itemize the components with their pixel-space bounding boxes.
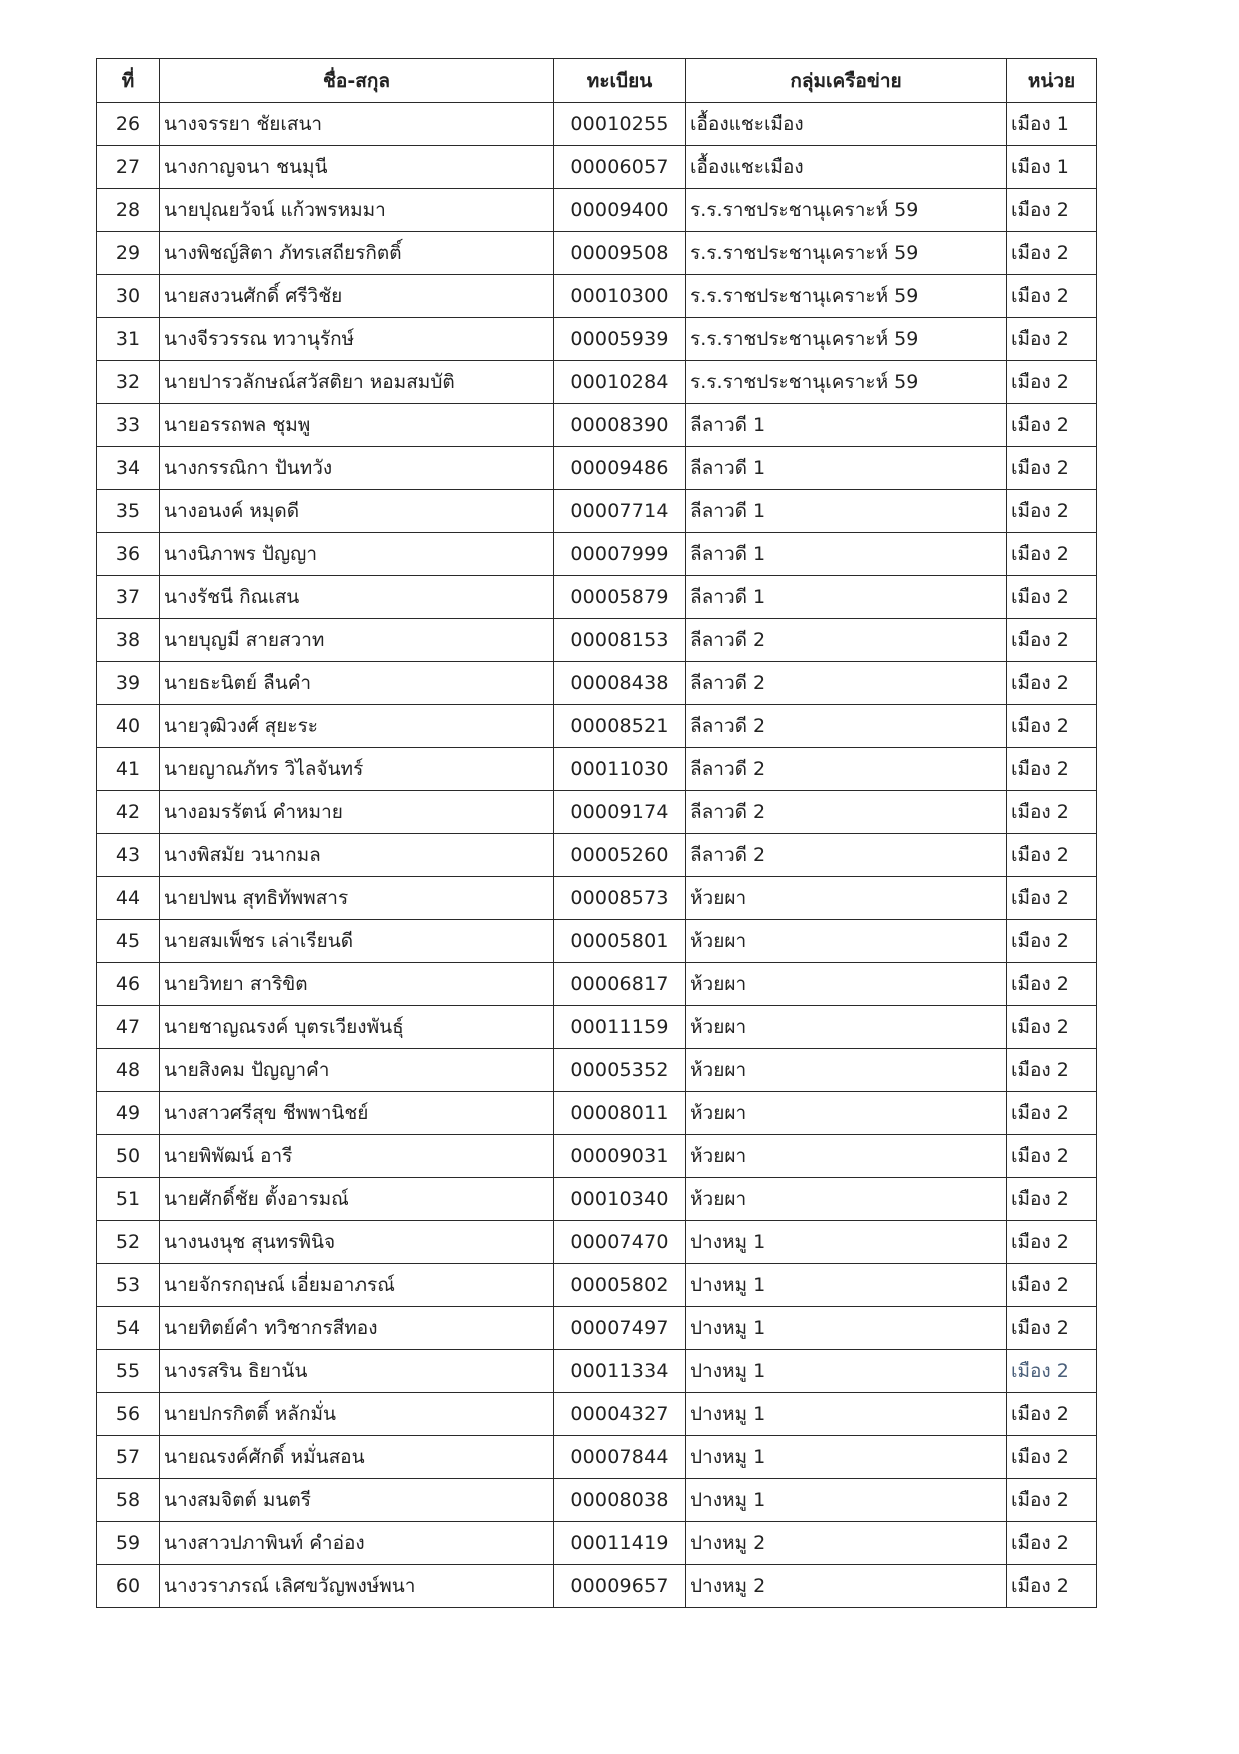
row-number-cell: 50 (97, 1135, 160, 1178)
row-number-cell: 45 (97, 920, 160, 963)
table-row (97, 619, 1097, 662)
registration-cell: 00009400 (554, 189, 686, 232)
unit-cell: เมือง 2 (1007, 576, 1097, 619)
row-number-cell: 29 (97, 232, 160, 275)
table-row (97, 1092, 1097, 1135)
unit-cell: เมือง 2 (1007, 834, 1097, 877)
registration-cell: 00009174 (554, 791, 686, 834)
network-group-cell: ห้วยผา (686, 1006, 1007, 1049)
name-cell: นายสิงคม ปัญญาคำ (160, 1049, 554, 1092)
network-group-cell: ลีลาวดี 2 (686, 791, 1007, 834)
table-row (97, 662, 1097, 705)
name-cell: นายพิพัฒน์ อารี (160, 1135, 554, 1178)
registration-cell: 00011159 (554, 1006, 686, 1049)
header-registration: ทะเบียน (554, 59, 686, 103)
table-header (97, 59, 1097, 103)
header-row (97, 59, 1097, 103)
registration-cell: 00005802 (554, 1264, 686, 1307)
network-group-cell: ลีลาวดี 1 (686, 447, 1007, 490)
unit-cell: เมือง 2 (1007, 791, 1097, 834)
name-cell: นางนงนุช สุนทรพินิจ (160, 1221, 554, 1264)
row-number-cell: 36 (97, 533, 160, 576)
name-cell: นางอนงค์ หมุดดี (160, 490, 554, 533)
row-number-cell: 49 (97, 1092, 160, 1135)
network-group-cell: ห้วยผา (686, 1092, 1007, 1135)
registration-cell: 00010255 (554, 103, 686, 146)
row-number-cell: 26 (97, 103, 160, 146)
network-group-cell: ปางหมู 1 (686, 1264, 1007, 1307)
table-row (97, 146, 1097, 189)
unit-cell: เมือง 2 (1007, 318, 1097, 361)
network-group-cell: ปางหมู 1 (686, 1479, 1007, 1522)
name-cell: นางจรรยา ชัยเสนา (160, 103, 554, 146)
row-number-cell: 28 (97, 189, 160, 232)
name-cell: นายปารวลักษณ์สวัสติยา หอมสมบัติ (160, 361, 554, 404)
network-group-cell: ลีลาวดี 1 (686, 576, 1007, 619)
row-number-cell: 42 (97, 791, 160, 834)
unit-cell: เมือง 2 (1007, 232, 1097, 275)
row-number-cell: 48 (97, 1049, 160, 1092)
registration-cell: 00007999 (554, 533, 686, 576)
row-number-cell: 46 (97, 963, 160, 1006)
unit-cell: เมือง 2 (1007, 361, 1097, 404)
row-number-cell: 38 (97, 619, 160, 662)
unit-cell: เมือง 2 (1007, 1307, 1097, 1350)
row-number-cell: 27 (97, 146, 160, 189)
table-row (97, 748, 1097, 791)
unit-cell: เมือง 2 (1007, 1221, 1097, 1264)
registration-cell: 00007844 (554, 1436, 686, 1479)
network-group-cell: ลีลาวดี 1 (686, 404, 1007, 447)
name-cell: นางนิภาพร ปัญญา (160, 533, 554, 576)
table-row (97, 533, 1097, 576)
name-cell: นางรสริน ธิยานัน (160, 1350, 554, 1393)
table-row (97, 318, 1097, 361)
registration-cell: 00009486 (554, 447, 686, 490)
table-row (97, 447, 1097, 490)
unit-cell: เมือง 1 (1007, 103, 1097, 146)
registration-cell: 00008573 (554, 877, 686, 920)
network-group-cell: ปางหมู 1 (686, 1221, 1007, 1264)
name-cell: นายอรรถพล ชุมพู (160, 404, 554, 447)
name-cell: นายณรงค์ศักดิ์ หมั่นสอน (160, 1436, 554, 1479)
unit-cell: เมือง 2 (1007, 447, 1097, 490)
name-cell: นางสมจิตต์ มนตรี (160, 1479, 554, 1522)
registration-cell: 00011030 (554, 748, 686, 791)
table-row (97, 232, 1097, 275)
row-number-cell: 30 (97, 275, 160, 318)
unit-cell: เมือง 2 (1007, 1092, 1097, 1135)
unit-cell: เมือง 2 (1007, 189, 1097, 232)
unit-cell: เมือง 2 (1007, 1264, 1097, 1307)
name-cell: นายสงวนศักดิ์ ศรีวิชัย (160, 275, 554, 318)
row-number-cell: 55 (97, 1350, 160, 1393)
registration-cell: 00004327 (554, 1393, 686, 1436)
unit-cell: เมือง 2 (1007, 1350, 1097, 1393)
registration-cell: 00008390 (554, 404, 686, 447)
registration-cell: 00009508 (554, 232, 686, 275)
table-row (97, 275, 1097, 318)
network-group-cell: ปางหมู 1 (686, 1350, 1007, 1393)
unit-cell: เมือง 2 (1007, 1135, 1097, 1178)
unit-cell: เมือง 2 (1007, 490, 1097, 533)
table-row (97, 361, 1097, 404)
table-row (97, 920, 1097, 963)
name-cell: นายวิทยา สาริขิต (160, 963, 554, 1006)
registration-cell: 00005879 (554, 576, 686, 619)
unit-cell: เมือง 2 (1007, 533, 1097, 576)
name-cell: นายปุณยวัจน์ แก้วพรหมมา (160, 189, 554, 232)
network-group-cell: ลีลาวดี 2 (686, 834, 1007, 877)
name-cell: นางอมรรัตน์ คำหมาย (160, 791, 554, 834)
name-cell: นายสมเพ็ชร เล่าเรียนดี (160, 920, 554, 963)
network-group-cell: ลีลาวดี 2 (686, 619, 1007, 662)
unit-cell: เมือง 2 (1007, 619, 1097, 662)
registration-cell: 00005260 (554, 834, 686, 877)
name-cell: นายชาญณรงค์ บุตรเวียงพันธุ์ (160, 1006, 554, 1049)
table-row (97, 1307, 1097, 1350)
header-unit: หน่วย (1007, 59, 1097, 103)
registration-cell: 00010300 (554, 275, 686, 318)
network-group-cell: ร.ร.ราชประชานุเคราะห์ 59 (686, 189, 1007, 232)
row-number-cell: 35 (97, 490, 160, 533)
network-group-cell: ลีลาวดี 2 (686, 705, 1007, 748)
table-row (97, 1178, 1097, 1221)
network-group-cell: ห้วยผา (686, 920, 1007, 963)
roster-sheet (96, 58, 1096, 1608)
registration-cell: 00006057 (554, 146, 686, 189)
unit-cell: เมือง 2 (1007, 1178, 1097, 1221)
name-cell: นางรัชนี กิณเสน (160, 576, 554, 619)
table-row (97, 877, 1097, 920)
header-network-group: กลุ่มเครือข่าย (686, 59, 1007, 103)
name-cell: นายปกรกิตติ์ หลักมั่น (160, 1393, 554, 1436)
header-no: ที่ (97, 59, 160, 103)
network-group-cell: ลีลาวดี 2 (686, 662, 1007, 705)
name-cell: นางพิชญ์สิตา ภัทรเสถียรกิตติ์ (160, 232, 554, 275)
table-row (97, 1436, 1097, 1479)
row-number-cell: 31 (97, 318, 160, 361)
network-group-cell: ร.ร.ราชประชานุเคราะห์ 59 (686, 275, 1007, 318)
name-cell: นายทิตย์คำ ทวิชากรสีทอง (160, 1307, 554, 1350)
registration-cell: 00007470 (554, 1221, 686, 1264)
row-number-cell: 59 (97, 1522, 160, 1565)
table-row (97, 1393, 1097, 1436)
network-group-cell: ร.ร.ราชประชานุเคราะห์ 59 (686, 361, 1007, 404)
unit-cell: เมือง 2 (1007, 1393, 1097, 1436)
network-group-cell: ร.ร.ราชประชานุเคราะห์ 59 (686, 318, 1007, 361)
network-group-cell: ห้วยผา (686, 877, 1007, 920)
registration-cell: 00008521 (554, 705, 686, 748)
registration-cell: 00008153 (554, 619, 686, 662)
registration-cell: 00009657 (554, 1565, 686, 1608)
row-number-cell: 43 (97, 834, 160, 877)
unit-cell: เมือง 2 (1007, 1436, 1097, 1479)
network-group-cell: ปางหมู 2 (686, 1565, 1007, 1608)
table-row (97, 1049, 1097, 1092)
row-number-cell: 53 (97, 1264, 160, 1307)
network-group-cell: ห้วยผา (686, 1178, 1007, 1221)
unit-cell: เมือง 2 (1007, 1565, 1097, 1608)
table-body (97, 103, 1097, 1608)
table-row (97, 705, 1097, 748)
row-number-cell: 41 (97, 748, 160, 791)
network-group-cell: เอื้องแชะเมือง (686, 103, 1007, 146)
registration-cell: 00010340 (554, 1178, 686, 1221)
name-cell: นางพิสมัย วนากมล (160, 834, 554, 877)
table-row (97, 1006, 1097, 1049)
table-row (97, 189, 1097, 232)
registration-cell: 00008011 (554, 1092, 686, 1135)
registration-cell: 00005352 (554, 1049, 686, 1092)
network-group-cell: เอื้องแชะเมือง (686, 146, 1007, 189)
table-row (97, 1350, 1097, 1393)
name-cell: นายญาณภัทร วิไลจันทร์ (160, 748, 554, 791)
table-row (97, 791, 1097, 834)
table-row (97, 404, 1097, 447)
name-cell: นางกรรณิกา ปันทวัง (160, 447, 554, 490)
table-row (97, 1264, 1097, 1307)
network-group-cell: ห้วยผา (686, 1135, 1007, 1178)
table-row (97, 963, 1097, 1006)
row-number-cell: 51 (97, 1178, 160, 1221)
row-number-cell: 47 (97, 1006, 160, 1049)
row-number-cell: 40 (97, 705, 160, 748)
row-number-cell: 54 (97, 1307, 160, 1350)
name-cell: นายบุญมี สายสวาท (160, 619, 554, 662)
registration-cell: 00010284 (554, 361, 686, 404)
name-cell: นายธะนิตย์ ลืนคำ (160, 662, 554, 705)
unit-cell: เมือง 2 (1007, 705, 1097, 748)
unit-cell: เมือง 2 (1007, 963, 1097, 1006)
row-number-cell: 32 (97, 361, 160, 404)
registration-cell: 00009031 (554, 1135, 686, 1178)
row-number-cell: 34 (97, 447, 160, 490)
table-row (97, 1135, 1097, 1178)
registration-cell: 00008038 (554, 1479, 686, 1522)
table-row (97, 1479, 1097, 1522)
row-number-cell: 60 (97, 1565, 160, 1608)
row-number-cell: 56 (97, 1393, 160, 1436)
unit-cell: เมือง 2 (1007, 662, 1097, 705)
unit-cell: เมือง 2 (1007, 1479, 1097, 1522)
registration-cell: 00007714 (554, 490, 686, 533)
network-group-cell: ห้วยผา (686, 963, 1007, 1006)
name-cell: นางจีรวรรณ ทวานุรักษ์ (160, 318, 554, 361)
network-group-cell: ปางหมู 2 (686, 1522, 1007, 1565)
table-row (97, 1522, 1097, 1565)
table-row (97, 490, 1097, 533)
unit-cell: เมือง 2 (1007, 748, 1097, 791)
network-group-cell: ปางหมู 1 (686, 1307, 1007, 1350)
table-row (97, 1221, 1097, 1264)
name-cell: นายวุฒิวงศ์ สุยะระ (160, 705, 554, 748)
unit-cell: เมือง 2 (1007, 1006, 1097, 1049)
registration-cell: 00011419 (554, 1522, 686, 1565)
row-number-cell: 58 (97, 1479, 160, 1522)
unit-cell: เมือง 2 (1007, 920, 1097, 963)
network-group-cell: ร.ร.ราชประชานุเคราะห์ 59 (686, 232, 1007, 275)
unit-cell: เมือง 1 (1007, 146, 1097, 189)
table-row (97, 1565, 1097, 1608)
network-group-cell: ลีลาวดี 1 (686, 490, 1007, 533)
row-number-cell: 37 (97, 576, 160, 619)
unit-cell: เมือง 2 (1007, 877, 1097, 920)
name-cell: นายจักรกฤษณ์ เอี่ยมอาภรณ์ (160, 1264, 554, 1307)
registration-cell: 00005939 (554, 318, 686, 361)
header-name: ชื่อ-สกุล (160, 59, 554, 103)
name-cell: นางกาญจนา ชนมุนี (160, 146, 554, 189)
table-row (97, 103, 1097, 146)
registration-cell: 00011334 (554, 1350, 686, 1393)
name-cell: นายปพน สุทธิทัพพสาร (160, 877, 554, 920)
name-cell: นายศักดิ์ชัย ตั้งอารมณ์ (160, 1178, 554, 1221)
row-number-cell: 33 (97, 404, 160, 447)
registration-cell: 00006817 (554, 963, 686, 1006)
row-number-cell: 39 (97, 662, 160, 705)
unit-cell: เมือง 2 (1007, 404, 1097, 447)
network-group-cell: ลีลาวดี 1 (686, 533, 1007, 576)
network-group-cell: ห้วยผา (686, 1049, 1007, 1092)
row-number-cell: 44 (97, 877, 160, 920)
registration-cell: 00008438 (554, 662, 686, 705)
name-cell: นางสาวปภาพินท์ คำอ่อง (160, 1522, 554, 1565)
registration-cell: 00005801 (554, 920, 686, 963)
network-group-cell: ลีลาวดี 2 (686, 748, 1007, 791)
registration-cell: 00007497 (554, 1307, 686, 1350)
row-number-cell: 52 (97, 1221, 160, 1264)
name-cell: นางสาวศรีสุข ชีพพานิชย์ (160, 1092, 554, 1135)
unit-cell: เมือง 2 (1007, 1522, 1097, 1565)
table-row (97, 834, 1097, 877)
row-number-cell: 57 (97, 1436, 160, 1479)
unit-cell: เมือง 2 (1007, 275, 1097, 318)
table-row (97, 576, 1097, 619)
roster-table (96, 58, 1097, 1608)
unit-cell: เมือง 2 (1007, 1049, 1097, 1092)
network-group-cell: ปางหมู 1 (686, 1436, 1007, 1479)
name-cell: นางวราภรณ์ เลิศขวัญพงษ์พนา (160, 1565, 554, 1608)
network-group-cell: ปางหมู 1 (686, 1393, 1007, 1436)
